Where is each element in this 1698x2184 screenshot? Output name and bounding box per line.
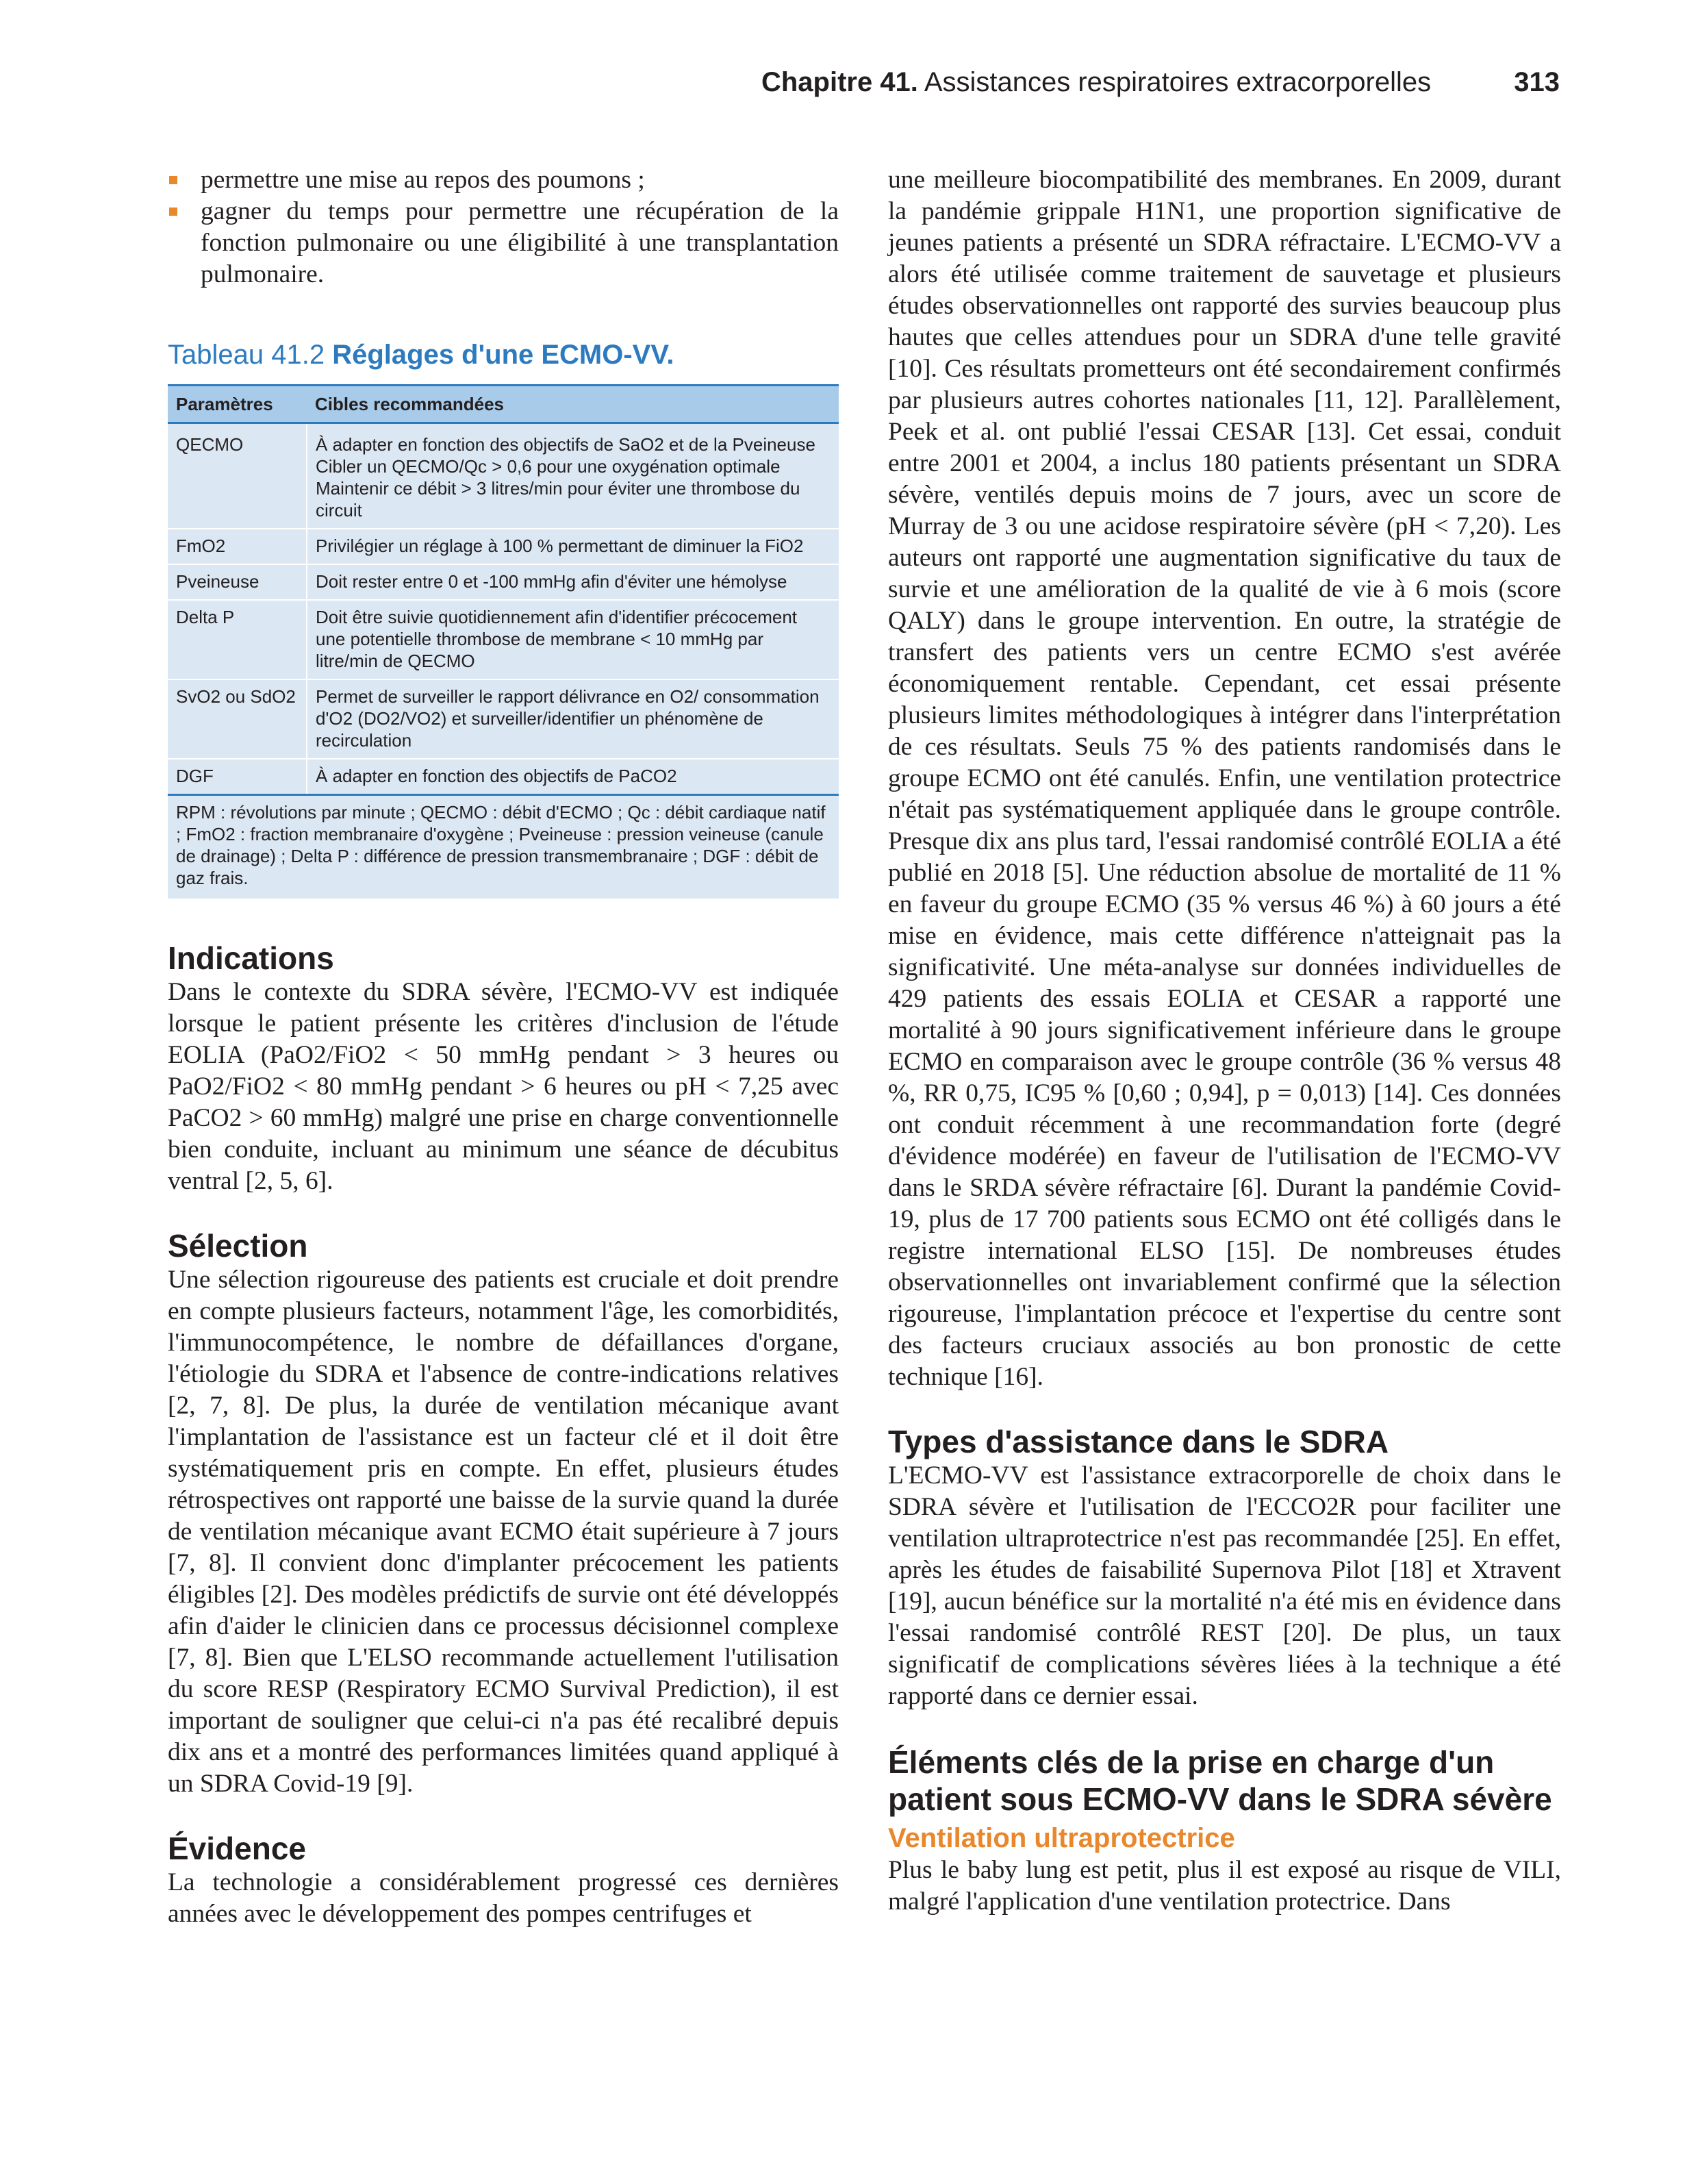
table-cell-param: DGF (168, 759, 307, 795)
table-row (168, 600, 839, 679)
ventilation-paragraph: Plus le baby lung est petit, plus il est exposé au risque de VILI, malgré l'application d'une ventilation protectrice. Dans (888, 1856, 1561, 1916)
indications-paragraph: Dans le contexte du SDRA sévère, l'ECMO-VV est indiquée lorsque le patient présente les critères d'inclusion de l'étude EOLIA (PaO2/FiO2 < 50 mmHg pendant > 3 heures ou PaO2/FiO2 < 80 mmHg pendant > 6 heures ou pH < 7,25 avec PaCO2 > 60 mmHg) malgré une prise en charge conventionnelle bien conduite, incluant au minimum une séance de décubitus ventral [2, 5, 6]. (168, 978, 839, 1195)
table-cell-target: À adapter en fonction des objectifs de SaO2 et de la Pveineuse Cibler un QECMO/Qc > 0,6 pour une oxygénation optimale Maintenir ce débit > 3 litres/min pour éviter une thrombose du circuit (316, 434, 815, 520)
running-header (0, 67, 1560, 98)
table-cell-target: Doit être suivie quotidiennement afin d'identifier précocement une potentielle thrombose de membrane < 10 mmHg par litre/min de QECMO (307, 600, 839, 679)
column-header-targets: Cibles recommandées (307, 386, 839, 423)
table-cell-param: SvO2 ou SdO2 (168, 679, 307, 759)
table-cell-target: Privilégier un réglage à 100 % permettant de diminuer la FiO2 (307, 529, 839, 564)
table-number: Tableau 41.2 (168, 340, 325, 370)
bullet-square-icon (169, 208, 177, 216)
section-heading-selection: Sélection (168, 1228, 308, 1264)
table-row (168, 564, 839, 600)
right-column (888, 164, 1561, 1918)
table-caption (168, 340, 839, 371)
table-row (168, 423, 839, 529)
section-heading-evidence: Évidence (168, 1831, 306, 1866)
table-cell-param: FmO2 (168, 529, 307, 564)
evidence-paragraph: La technologie a considérablement progressé ces dernières années avec le développement des pompes centrifuges et (168, 1868, 839, 1928)
table-header-row (168, 386, 839, 423)
section-heading-indications: Indications (168, 940, 334, 976)
page-number: 313 (1514, 67, 1560, 97)
table-row (168, 759, 839, 795)
list-item: gagner du temps pour permettre une récupération de la fonction pulmonaire ou une éligibilité à une transplantation pulmonaire. (168, 196, 839, 290)
evidence-continued-paragraph: une meilleure biocompatibilité des membranes. En 2009, durant la pandémie grippale H1N1, une proportion significative de jeunes patients a présenté un SDRA réfractaire. L'ECMO-VV a alors été utilisée comme traitement de sauvetage et plusieurs études observationnelles ont rapporté des survies beaucoup plus hautes que celles attendues pour un SDRA d'une telle gravité [10]. Ces résultats prometteurs ont été secondairement confirmés par plusieurs autres cohortes nationales [11, 12]. Parallèlement, Peek et al. ont publié l'essai CESAR [13]. Cet essai, conduit entre 2001 et 2004, a inclus 180 patients présentant un SDRA sévère, ventilés depuis moins de 7 jours, avec un score de Murray de 3 ou une acidose respiratoire sévère (pH < 7,20). Les auteurs ont rapporté une augmentation significative du taux de survie et une amélioration de la qualité de vie à 6 mois (score QALY) dans le groupe intervention. En outre, la stratégie de transfert des patients vers un centre ECMO s'est avérée économiquement rentable. Cependant, cet essai présente plusieurs limites méthodologiques à intégrer dans l'interprétation de ces résultats. Seuls 75 % des patients randomisés dans le groupe ECMO ont été canulés. Enfin, une ventilation protectrice n'était pas systématiquement appliquée dans le groupe contrôle. Presque dix ans plus tard, l'essai randomisé contrôlé EOLIA a été publié en 2018 [5]. Une réduction absolue de mortalité de 11 % en faveur du groupe ECMO (35 % versus 46 %) à 60 jours a été mise en évidence, mais cette différence n'atteignait pas la significativité. Une méta-analyse sur données individuelles de 429 patients des essais EOLIA et CESAR a rapporté une mortalité à 90 jours significativement inférieure dans le groupe ECMO en comparaison avec le groupe contrôle (36 % versus 48 %, RR 0,75, IC95 % [0,60 ; 0,94], p = 0,013) [14]. Ces données ont conduit récemment à une recommandation forte (degré d'évidence modérée) en faveur de l'utilisation de l'ECMO-VV dans le SRDA sévère réfractaire [6]. Durant la pandémie Covid-19, plus de 17 700 patients sous ECMO ont été colligés dans le registre international ELSO [15]. De nombreuses études observationnelles ont invariablement confirmé que la sélection rigoureuse, l'implantation précoce et l'expertise du centre sont des facteurs cruciaux associés au bon pronostic de cette technique [16]. (888, 166, 1561, 1391)
table-cell-target: Doit rester entre 0 et -100 mmHg afin d'éviter une hémolyse (307, 564, 839, 600)
bullet-square-icon (169, 176, 177, 184)
subsection-heading-ventilation: Ventilation ultraprotectrice (888, 1823, 1235, 1853)
column-header-parameters: Paramètres (168, 386, 307, 423)
table-cell-param: Pveineuse (168, 564, 307, 600)
list-item: permettre une mise au repos des poumons ; (168, 164, 839, 196)
table-cell-target: À adapter en fonction des objectifs de PaCO2 (307, 759, 839, 795)
section-heading-key-elements: Éléments clés de la prise en charge d'un patient sous ECMO-VV dans le SDRA sévère (888, 1744, 1552, 1817)
table-footnote: RPM : révolutions par minute ; QECMO : débit d'ECMO ; Qc : débit cardiaque natif ; FmO2 : fraction membranaire d'oxygène ; Pveineuse : pression veineuse (canule de drainage) ; Delta P : différence de pression transmembranaire ; DGF : débit de gaz frais. (168, 796, 839, 899)
chapter-label: Chapitre 41. (761, 67, 918, 97)
left-column (168, 164, 839, 1930)
types-paragraph: L'ECMO-VV est l'assistance extracorporelle de choix dans le SDRA sévère et l'utilisation de l'ECCO2R pour faciliter une ventilation ultraprotectrice n'est pas recommandée [25]. En effet, après les études de faisabilité Supernova Pilot [18] et Xtravent [19], aucun bénéfice sur la mortalité n'a été mis en évidence dans l'essai randomisé contrôlé REST [20]. De plus, un taux significatif de complications sévères liées à la technique a été rapporté dans ce dernier essai. (888, 1461, 1561, 1710)
settings-table (168, 384, 839, 796)
table-cell-param: Delta P (168, 600, 307, 679)
bullet-list (168, 164, 839, 290)
chapter-title: Assistances respiratoires extracorporelles (924, 67, 1432, 97)
table-row (168, 679, 839, 759)
table-title: Réglages d'une ECMO-VV. (332, 340, 674, 370)
table-row (168, 529, 839, 564)
table-cell-param: QECMO (168, 423, 307, 529)
table-cell-target: Permet de surveiller le rapport délivrance en O2/ consommation d'O2 (DO2/VO2) et surveiller/identifier un phénomène de recirculation (307, 679, 839, 759)
selection-paragraph: Une sélection rigoureuse des patients est cruciale et doit prendre en compte plusieurs facteurs, notamment l'âge, les comorbidités, l'immunocompétence, le nombre de défaillances d'organe, l'étiologie du SDRA et l'absence de contre-indications relatives [2, 7, 8]. De plus, la durée de ventilation mécanique avant l'implantation de l'assistance est un facteur clé et il doit être systématiquement pris en compte. En effet, plusieurs études rétrospectives ont rapporté une baisse de la survie quand la durée de ventilation mécanique avant ECMO était supérieure à 7 jours [7, 8]. Il convient donc d'implanter précocement les patients éligibles [2]. Des modèles prédictifs de survie ont été développés afin d'aider le clinicien dans ce processus décisionnel complexe [7, 8]. Bien que L'ELSO recommande actuellement l'utilisation du score RESP (Respiratory ECMO Survival Prediction), il est important de souligner que celui-ci n'a pas été recalibré depuis dix ans et a montré des performances limitées quand appliqué à un SDRA Covid-19 [9]. (168, 1266, 839, 1798)
section-heading-types: Types d'assistance dans le SDRA (888, 1424, 1389, 1459)
